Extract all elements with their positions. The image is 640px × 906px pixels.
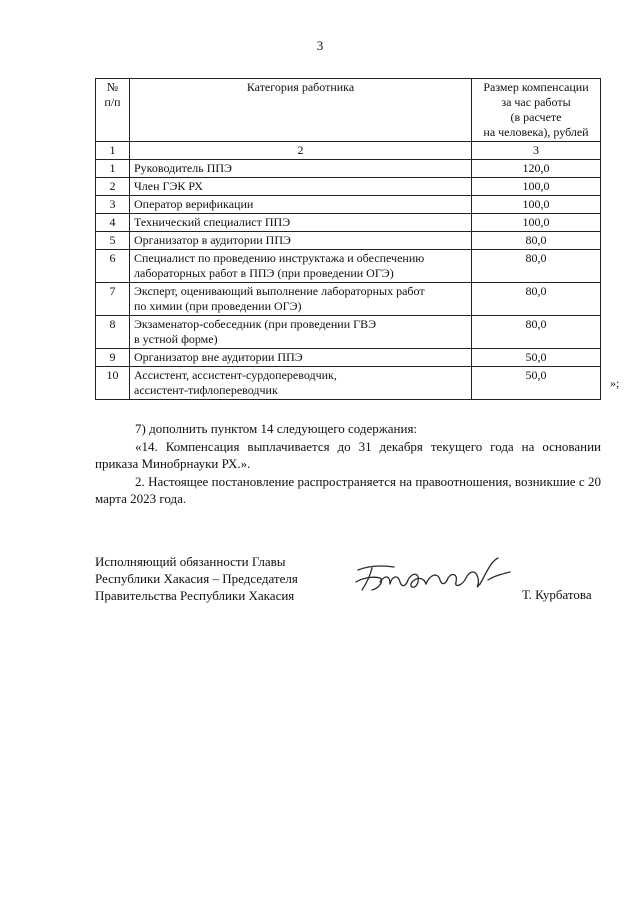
- table-row: [96, 214, 601, 232]
- row-amount-cell: 80,0: [472, 232, 601, 250]
- table-row: [96, 367, 601, 400]
- row-number-cell: 3: [96, 196, 130, 214]
- row-amount-cell: 120,0: [472, 160, 601, 178]
- row-category-cell: Организатор вне аудитории ППЭ: [130, 349, 472, 367]
- row-category-cell: Технический специалист ППЭ: [130, 214, 472, 232]
- row-number-cell: 10: [96, 367, 130, 400]
- row-number-cell: 7: [96, 283, 130, 316]
- table-row: [96, 178, 601, 196]
- table-row: [96, 349, 601, 367]
- signatory-name: Т. Курбатова: [522, 587, 592, 602]
- compensation-table: [95, 78, 601, 400]
- closing-quote-mark: »;: [610, 376, 620, 390]
- row-amount-cell: 100,0: [472, 214, 601, 232]
- row-category-cell: Ассистент, ассистент-сурдопереводчик, ассистент-тифлопереводчик: [130, 367, 472, 400]
- index-cell: 1: [96, 142, 130, 160]
- table-row: [96, 283, 601, 316]
- table-row: [96, 160, 601, 178]
- row-number-cell: 9: [96, 349, 130, 367]
- page-number: 3: [316, 38, 324, 53]
- row-category-cell: Руководитель ППЭ: [130, 160, 472, 178]
- table-row: [96, 232, 601, 250]
- row-amount-cell: 50,0: [472, 367, 601, 400]
- row-amount-cell: 100,0: [472, 178, 601, 196]
- header-amount: Размер компенсации за час работы (в расчете на человека), рублей: [472, 79, 601, 142]
- row-amount-cell: 80,0: [472, 283, 601, 316]
- paragraph-item-14: «14. Компенсация выплачивается до 31 декабря текущего года на основании приказа Минобрнауки РХ.».: [95, 439, 601, 471]
- table-row: [96, 196, 601, 214]
- row-amount-cell: 80,0: [472, 250, 601, 283]
- index-cell: 2: [130, 142, 472, 160]
- header-category: Категория работника: [130, 79, 472, 142]
- row-number-cell: 5: [96, 232, 130, 250]
- row-number-cell: 1: [96, 160, 130, 178]
- table-index-row: [96, 142, 601, 160]
- row-number-cell: 2: [96, 178, 130, 196]
- row-category-cell: Оператор верификации: [130, 196, 472, 214]
- row-category-cell: Эксперт, оценивающий выполнение лабораторных работ по химии (при проведении ОГЭ): [130, 283, 472, 316]
- row-amount-cell: 100,0: [472, 196, 601, 214]
- row-amount-cell: 80,0: [472, 316, 601, 349]
- row-number-cell: 6: [96, 250, 130, 283]
- table-header-row: [96, 79, 601, 142]
- row-number-cell: 8: [96, 316, 130, 349]
- row-category-cell: Специалист по проведению инструктажа и обеспечению лабораторных работ в ППЭ (при проведении ОГЭ): [130, 250, 472, 283]
- row-amount-cell: 50,0: [472, 349, 601, 367]
- index-cell: 3: [472, 142, 601, 160]
- table-row: [96, 250, 601, 283]
- table-row: [96, 316, 601, 349]
- paragraph-item-7: 7) дополнить пунктом 14 следующего содержания:: [135, 421, 418, 436]
- handwritten-signature: [350, 552, 515, 602]
- row-category-cell: Организатор в аудитории ППЭ: [130, 232, 472, 250]
- row-category-cell: Член ГЭК РХ: [130, 178, 472, 196]
- signatory-position: Исполняющий обязанности Главы Республики Хакасия – Председателя Правительства Республики Хакасия: [95, 554, 298, 603]
- paragraph-item-2: 2. Настоящее постановление распространяется на правоотношения, возникшие с 20 марта 2023 года.: [95, 474, 601, 506]
- row-category-cell: Экзаменатор-собеседник (при проведении ГВЭ в устной форме): [130, 316, 472, 349]
- header-number: № п/п: [96, 79, 130, 142]
- row-number-cell: 4: [96, 214, 130, 232]
